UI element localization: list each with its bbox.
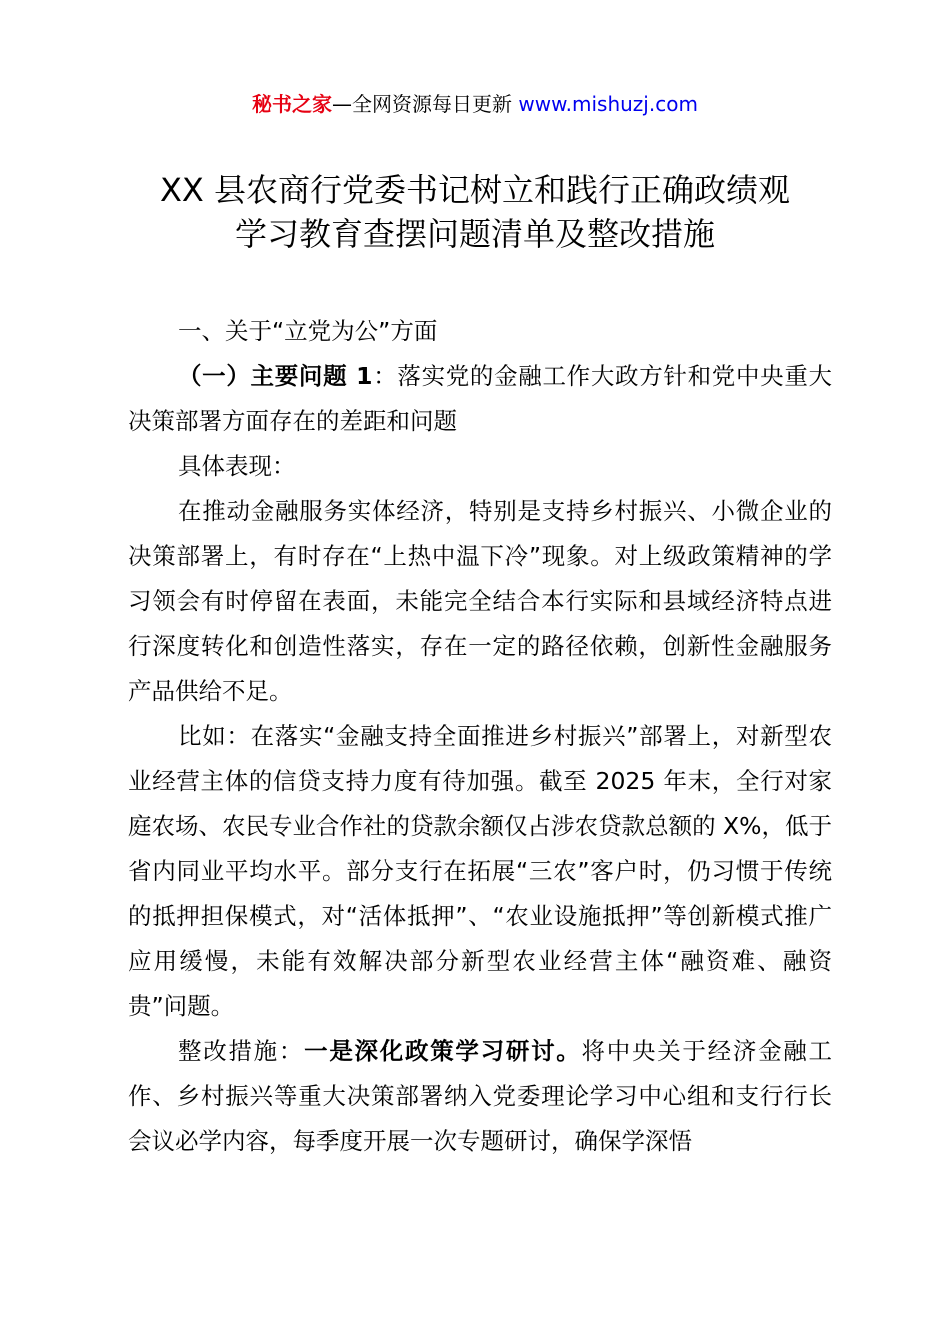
document-title [0, 168, 950, 256]
site-header [0, 88, 950, 120]
specific-label: 具体表现： [178, 452, 296, 480]
site-url-link[interactable]: www.mishuzj.com [518, 92, 698, 116]
problem-number: （一）主要问题 1 [178, 362, 373, 390]
measures-label: 整改措施： [178, 1037, 305, 1065]
title-line-2: 学习教育查摆问题清单及整改措施 [234, 215, 715, 253]
paragraph-example: 比如：在落实“金融支持全面推进乡村振兴”部署上，对新型农业经营主体的信贷支持力度有待加强。截至 2025 年末，全行对家庭农场、农民专业合作社的贷款余额仅占涉农贷款总额的 X%，低于省内同业平均水平。部分支行在拓展“三农”客户时，仍习惯于传统的抵押担保模式，对“活体抵押”、“农业设施抵押”等创新模式推广应用缓慢，未能有效解决部分新型农业经营主体“融资难、融资贵”问题。 [128, 722, 832, 1020]
document-body [128, 309, 832, 1164]
paragraph-measures [128, 1029, 832, 1164]
measures-point-1: 一是深化政策学习研讨。 [304, 1037, 582, 1065]
section-heading: 一、关于“立党为公”方面 [178, 317, 438, 345]
site-tagline: —全网资源每日更新 [332, 92, 519, 116]
measures-text: 将中央关于经济金融工作、乡村振兴等重大决策部署纳入党委理论学习中心组和支行行长会议必学内容，每季度开展一次专题研讨，确保学深悟 [128, 1037, 833, 1155]
title-line-1: XX 县农商行党委书记树立和践行正确政绩观 [159, 171, 791, 209]
problem-description: ：落实党的金融工作大政方针和党中央重大决策部署方面存在的差距和问题 [128, 362, 833, 435]
site-brand[interactable]: 秘书之家 [252, 92, 333, 116]
paragraph-performance: 在推动金融服务实体经济，特别是支持乡村振兴、小微企业的决策部署上，有时存在“上热中温下冷”现象。对上级政策精神的学习领会有时停留在表面，未能完全结合本行实际和县域经济特点进行深度转化和创造性落实，存在一定的路径依赖，创新性金融服务产品供给不足。 [128, 497, 832, 705]
problem-heading [128, 354, 832, 444]
